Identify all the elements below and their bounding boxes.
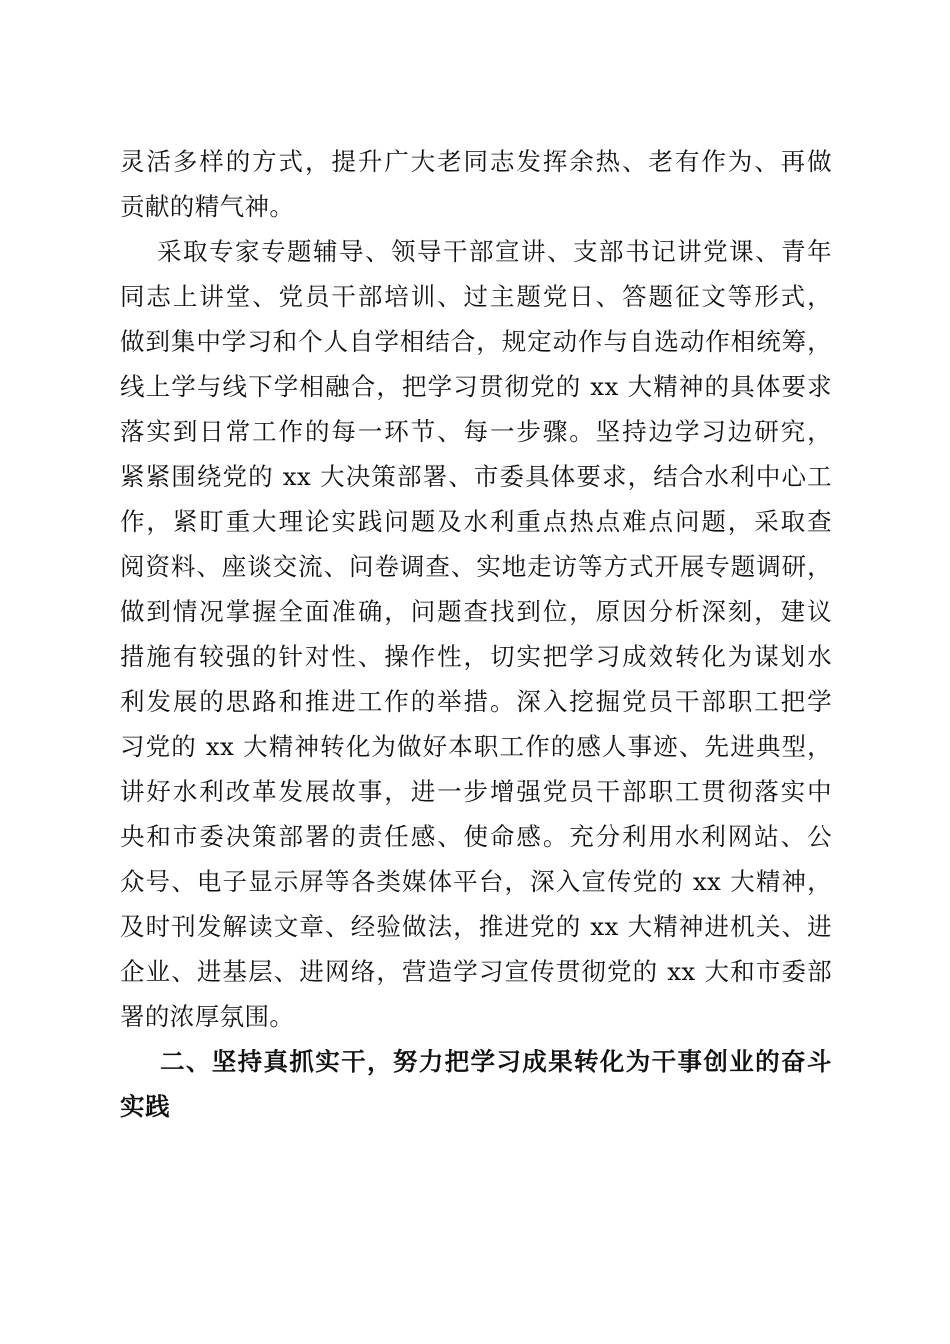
paragraph-2-line-16: 及时刊发解读文章、经验做法，推进党的 xx 大精神进机关、进 <box>120 912 832 941</box>
paragraph-2-line-17: 企业、进基层、进网络，营造学习宣传贯彻党的 xx 大和市委部 <box>120 957 832 986</box>
paragraph-1-line-1: 灵活多样的方式，提升广大老同志发挥余热、老有作为、再做 <box>120 147 832 176</box>
paragraph-2-line-8: 阅资料、座谈交流、问卷调查、实地走访等方式开展专题调研， <box>120 552 832 581</box>
paragraph-2-line-4: 线上学与线下学相融合，把学习贯彻党的 xx 大精神的具体要求 <box>120 372 832 401</box>
paragraph-2-line-3: 做到集中学习和个人自学相结合，规定动作与自选动作相统筹， <box>120 327 832 356</box>
paragraph-2-line-1: 采取专家专题辅导、领导干部宣讲、支部书记讲党课、青年 <box>157 237 832 266</box>
paragraph-2-line-18: 署的浓厚氛围。 <box>120 1002 295 1031</box>
paragraph-2-line-2: 同志上讲堂、党员干部培训、过主题党日、答题征文等形式， <box>120 282 832 311</box>
paragraph-2-line-6: 紧紧围绕党的 xx 大决策部署、市委具体要求，结合水利中心工 <box>120 462 832 491</box>
paragraph-2-line-14: 央和市委决策部署的责任感、使命感。充分利用水利网站、公 <box>120 822 832 851</box>
paragraph-2-line-7: 作，紧盯重大理论实践问题及水利重点热点难点问题，采取查 <box>120 507 832 536</box>
paragraph-2-line-12: 习党的 xx 大精神转化为做好本职工作的感人事迹、先进典型， <box>120 732 832 761</box>
paragraph-2-line-5: 落实到日常工作的每一环节、每一步骤。坚持边学习边研究， <box>120 417 832 446</box>
paragraph-2-line-15: 众号、电子显示屏等各类媒体平台，深入宣传党的 xx 大精神， <box>120 867 832 896</box>
section-heading-line-1: 二、坚持真抓实干，努力把学习成果转化为干事创业的奋斗 <box>160 1047 832 1076</box>
paragraph-1-line-2: 贡献的精气神。 <box>120 192 295 221</box>
section-heading-line-2: 实践 <box>120 1092 171 1121</box>
paragraph-2-line-9: 做到情况掌握全面准确，问题查找到位，原因分析深刻，建议 <box>120 597 832 626</box>
paragraph-2-line-13: 讲好水利改革发展故事，进一步增强党员干部职工贯彻落实中 <box>120 777 832 806</box>
paragraph-2-line-11: 利发展的思路和推进工作的举措。深入挖掘党员干部职工把学 <box>120 687 832 716</box>
paragraph-2-line-10: 措施有较强的针对性、操作性，切实把学习成效转化为谋划水 <box>120 642 832 671</box>
